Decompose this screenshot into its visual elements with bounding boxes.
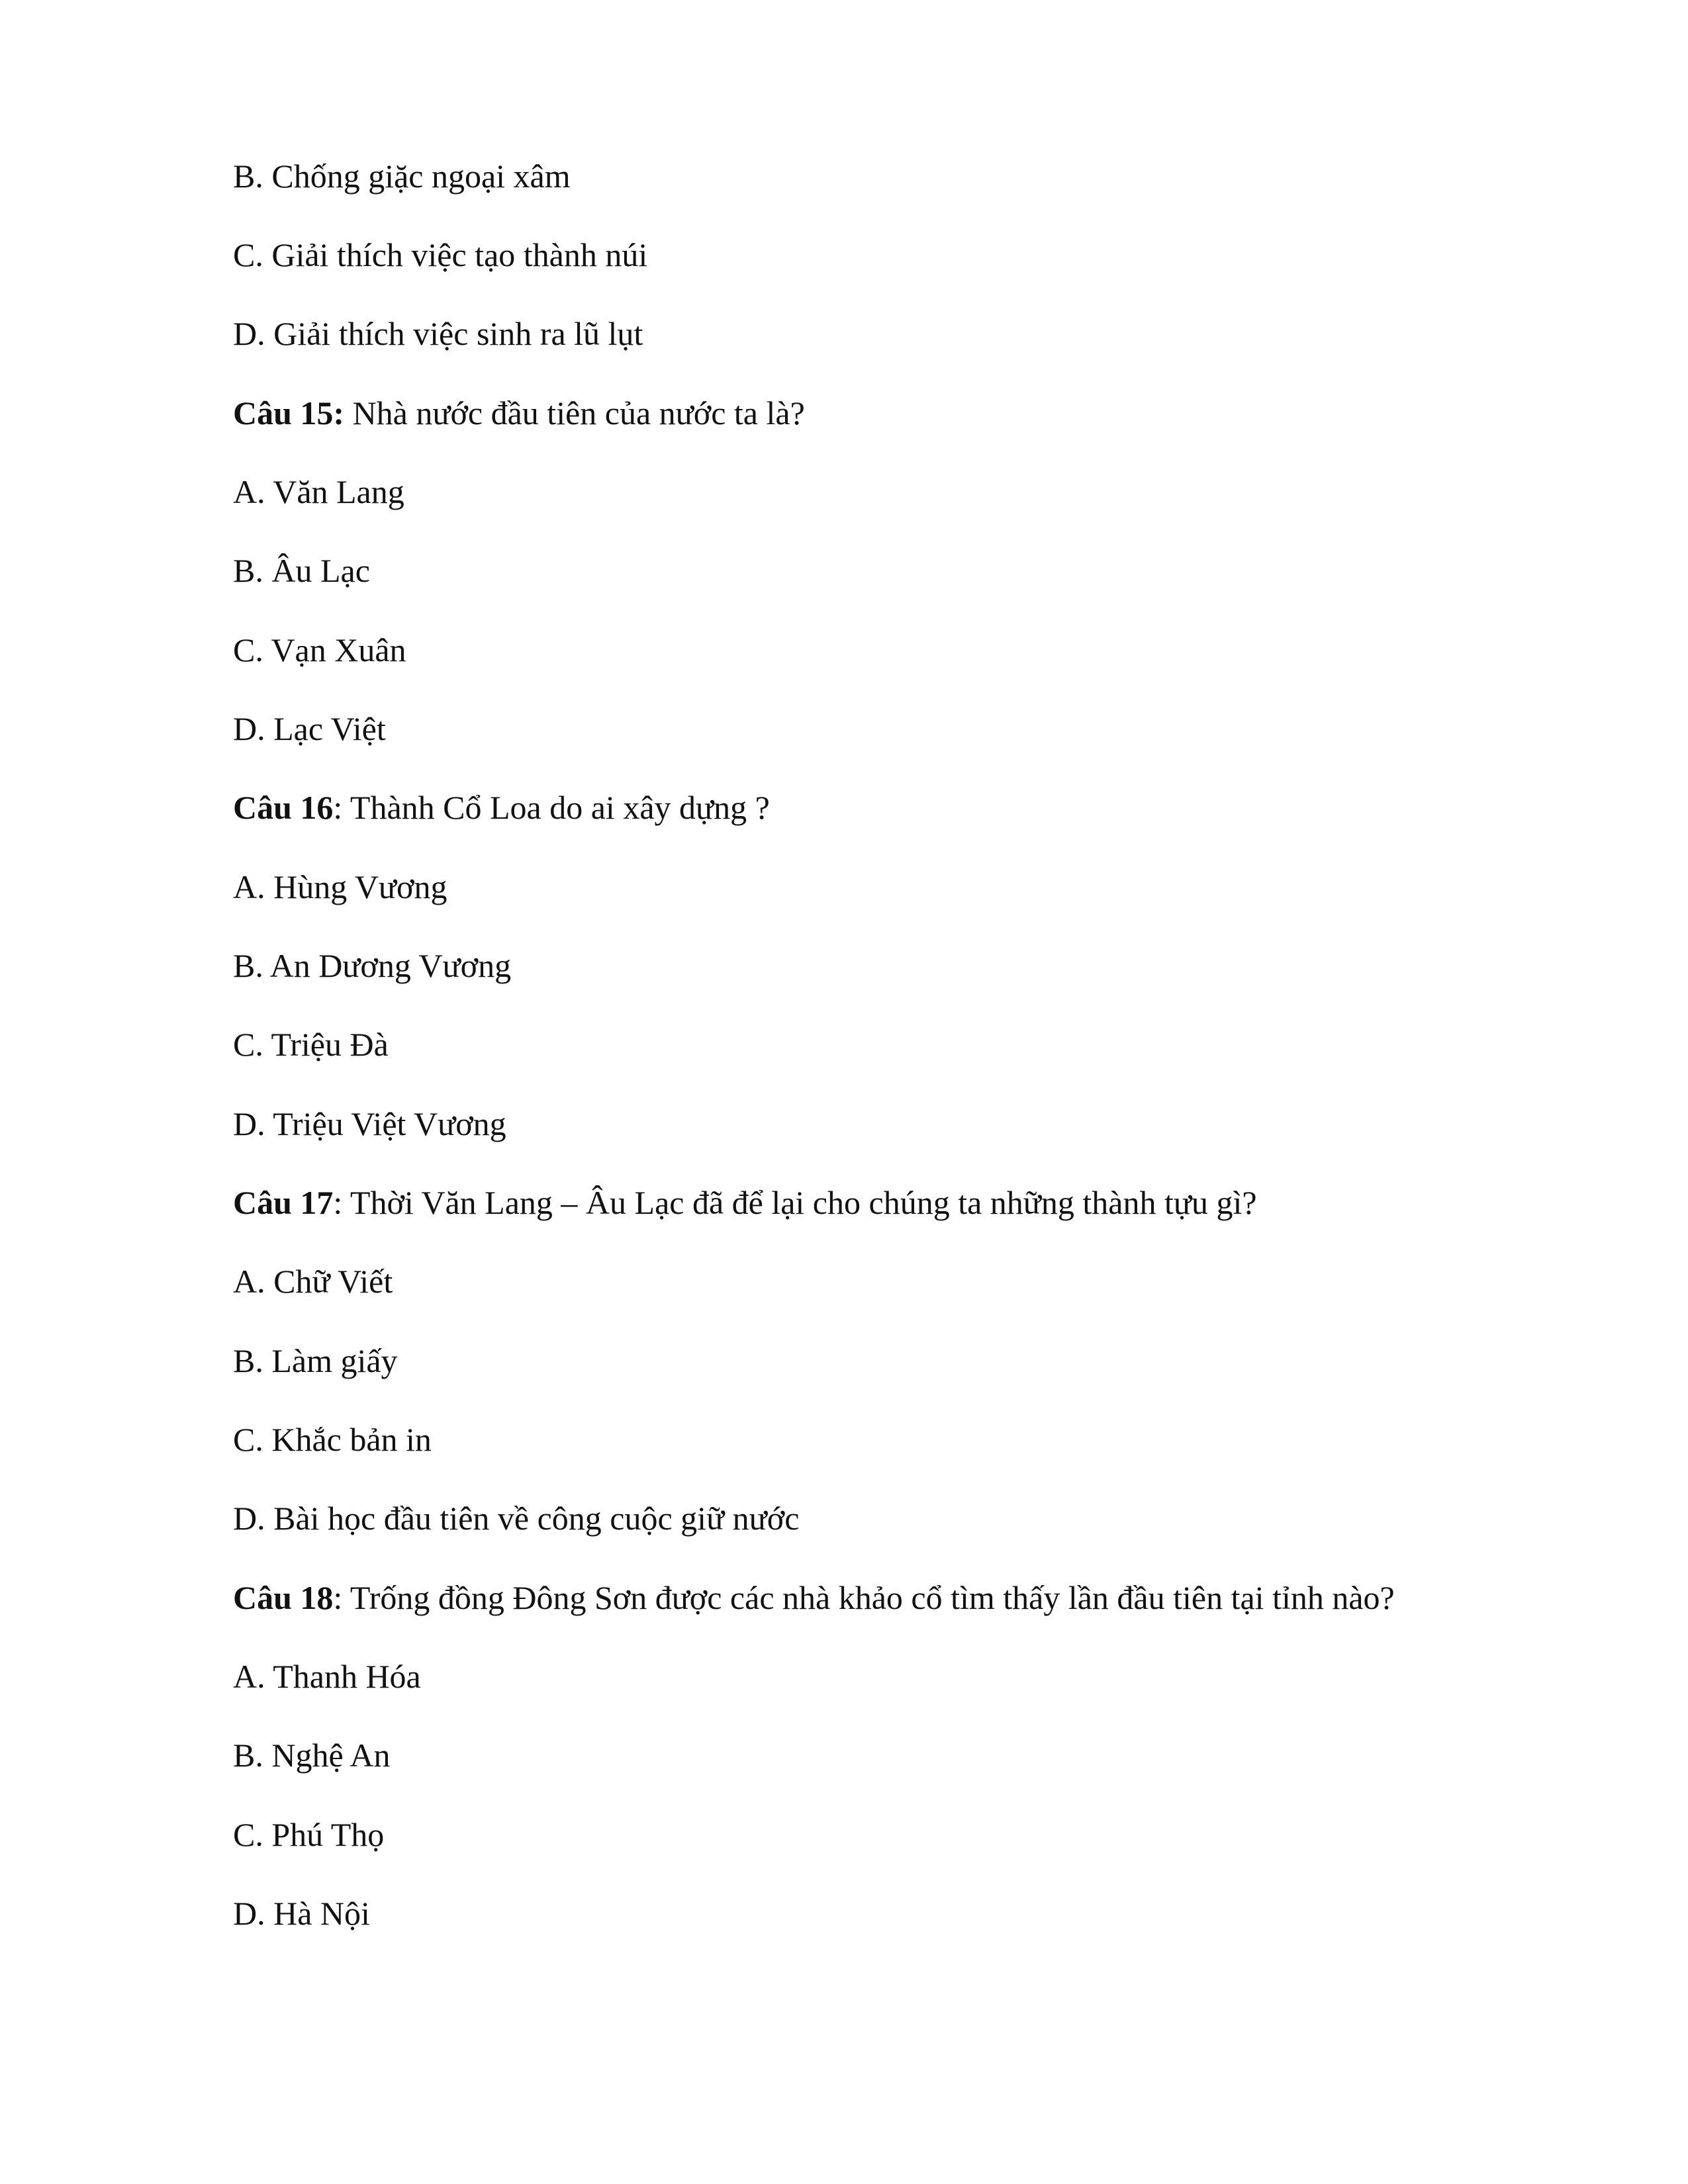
q14-option-d: D. Giải thích việc sinh ra lũ lụt	[233, 315, 643, 352]
q18-label: Câu 18	[233, 1579, 334, 1616]
q18-question	[233, 1578, 1395, 1617]
q17-question	[233, 1183, 1257, 1222]
q15-option-c: C. Vạn Xuân	[233, 631, 406, 668]
q15-label: Câu 15:	[233, 394, 345, 432]
q16-option-b: B. An Dương Vương	[233, 947, 512, 984]
q17-option-b: B. Làm giấy	[233, 1342, 398, 1379]
q14-option-c: C. Giải thích việc tạo thành núi	[233, 236, 648, 273]
q16-option-d: D. Triệu Việt Vương	[233, 1105, 506, 1142]
q15-option-a: A. Văn Lang	[233, 473, 404, 510]
q16-label: Câu 16	[233, 789, 334, 826]
q15-question	[233, 393, 805, 433]
q16-text: : Thành Cổ Loa do ai xây dựng ?	[333, 789, 770, 826]
q16-question	[233, 788, 770, 827]
q18-option-b: B. Nghệ An	[233, 1737, 391, 1774]
q16-option-a: A. Hùng Vương	[233, 868, 447, 905]
q18-option-a: A. Thanh Hóa	[233, 1658, 421, 1695]
q15-text: Nhà nước đầu tiên của nước ta là?	[344, 394, 805, 432]
q16-option-c: C. Triệu Đà	[233, 1026, 389, 1063]
q14-option-b: B. Chống giặc ngoại xâm	[233, 158, 571, 195]
q18-option-d: D. Hà Nội	[233, 1895, 370, 1932]
q17-text: : Thời Văn Lang – Âu Lạc đã để lại cho chúng ta những thành tựu gì?	[333, 1184, 1257, 1221]
q17-option-c: C. Khắc bản in	[233, 1421, 432, 1458]
q18-option-c: C. Phú Thọ	[233, 1816, 385, 1853]
q15-option-d: D. Lạc Việt	[233, 710, 386, 747]
q17-label: Câu 17	[233, 1184, 334, 1221]
q18-text: : Trống đồng Đông Sơn được các nhà khảo cổ tìm thấy lần đầu tiên tại tỉnh nào?	[333, 1579, 1395, 1616]
q17-option-a: A. Chữ Viết	[233, 1263, 393, 1300]
q17-option-d: D. Bài học đầu tiên về công cuộc giữ nước	[233, 1500, 800, 1537]
q15-option-b: B. Âu Lạc	[233, 552, 370, 589]
